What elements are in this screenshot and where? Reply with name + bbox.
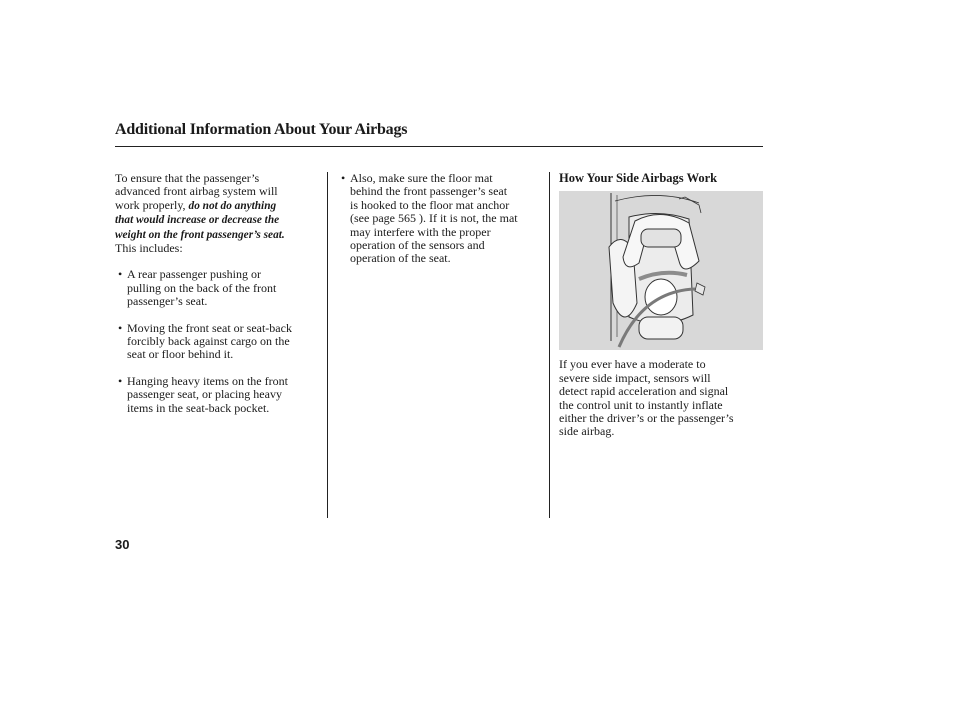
column-2 [340, 172, 545, 266]
list-line: Moving the front seat or seat-back [127, 320, 292, 335]
list-line: pulling on the back of the front [127, 280, 277, 295]
intro-line: To ensure that the passenger’s [115, 171, 260, 185]
section-title: Additional Information About Your Airbags [115, 121, 408, 138]
paragraph-line: either the driver’s or the passenger’s [559, 411, 734, 426]
bullet-list [115, 268, 320, 415]
title-rule [115, 146, 763, 147]
list-item [340, 172, 545, 266]
side-airbag-illustration [559, 191, 763, 350]
paragraph-line: If you ever have a moderate to [559, 357, 706, 372]
intro-line: advanced front airbag system will [115, 184, 278, 199]
page-number: 30 [115, 537, 130, 552]
headrest [641, 229, 681, 247]
includes-text: This includes: [115, 241, 183, 256]
intro-paragraph [115, 172, 320, 255]
paragraph-line: side airbag. [559, 424, 615, 439]
list-line: behind the front passenger’s seat [350, 184, 508, 199]
list-line: may interfere with the proper [350, 224, 491, 239]
warning-text: do not do anything [188, 199, 277, 212]
list-item [115, 375, 320, 415]
list-line: Hanging heavy items on the front [127, 373, 288, 388]
list-line: operation of the seat. [350, 251, 451, 266]
list-line: passenger seat, or placing heavy [127, 387, 282, 402]
paragraph-line: the control unit to instantly inflate [559, 397, 723, 412]
side-airbag-paragraph [559, 358, 763, 438]
list-line: items in the seat-back pocket. [127, 400, 270, 415]
list-line: A rear passenger pushing or [127, 267, 261, 282]
list-line: Also, make sure the floor mat [350, 171, 493, 185]
column-1 [115, 172, 320, 415]
bullet-list [340, 172, 545, 266]
list-line: seat or floor behind it. [127, 347, 234, 362]
intro-line: work properly, [115, 197, 189, 212]
list-line: forcibly back against cargo on the [127, 334, 290, 349]
list-item [115, 268, 320, 308]
paragraph-line: detect rapid acceleration and signal [559, 384, 729, 399]
paragraph-line: severe side impact, sensors will [559, 370, 711, 385]
warning-text: that would increase or decrease the [115, 214, 280, 227]
list-line: (see page 565 ). If it is not, the mat [350, 211, 518, 226]
warning-text: weight on the front passenger’s seat. [115, 228, 285, 241]
column-divider-2 [549, 172, 550, 518]
list-line: is hooked to the floor mat anchor [350, 197, 510, 212]
list-line: operation of the sensors and [350, 238, 485, 253]
list-item [115, 322, 320, 362]
subsection-heading: How Your Side Airbags Work [559, 171, 718, 185]
column-divider-1 [327, 172, 328, 518]
column-3 [559, 172, 763, 439]
seat-cushion [639, 317, 683, 339]
list-line: passenger’s seat. [127, 294, 208, 309]
